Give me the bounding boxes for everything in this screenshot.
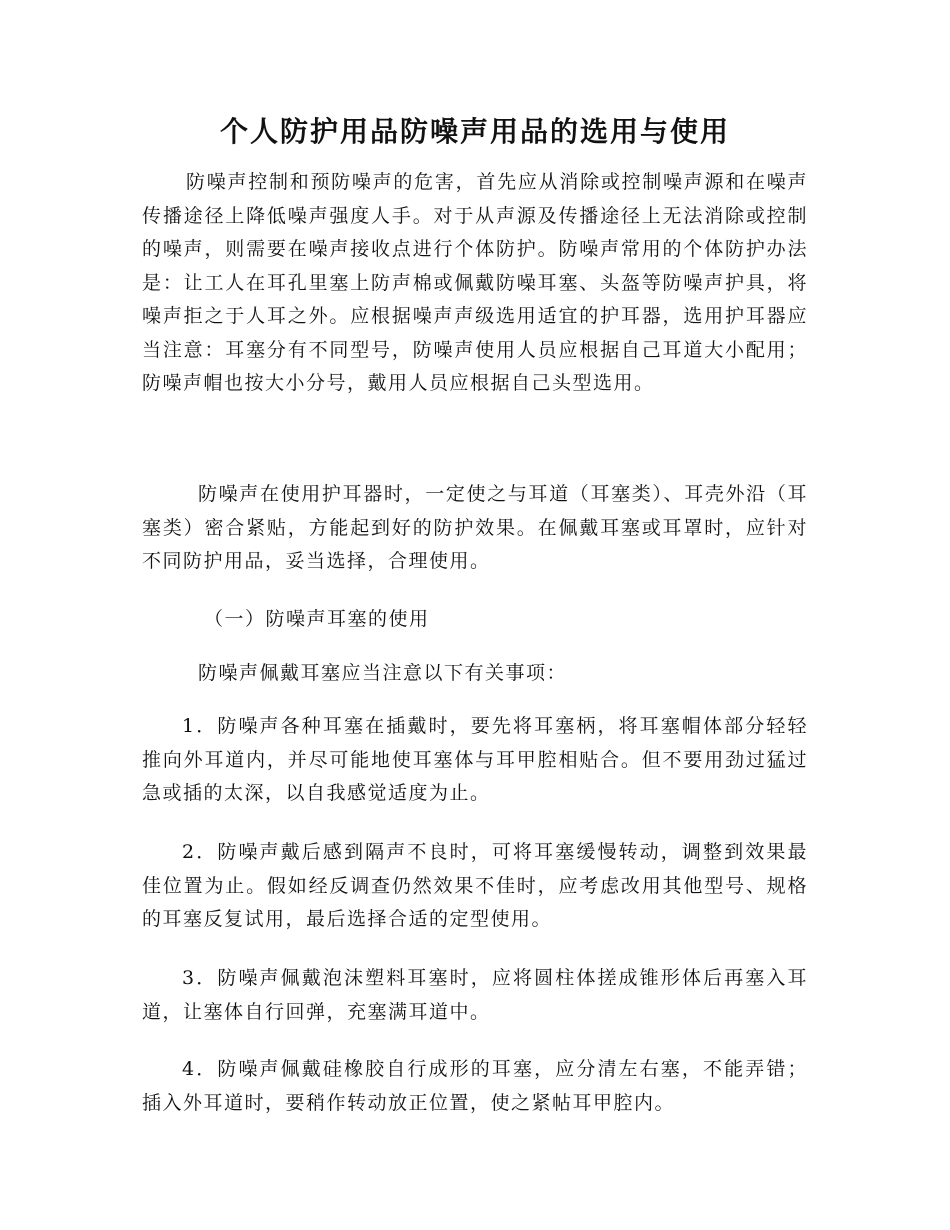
list-item-4: 4．防噪声佩戴硅橡胶自行成形的耳塞，应分清左右塞，不能弄错；插入外耳道时，要稍作转动放正位置，使之紧帖耳甲腔内。: [142, 1058, 808, 1114]
paragraph-ear-protector-usage: 防噪声在使用护耳器时，一定使之与耳道（耳塞类）、耳壳外沿（耳塞类）密合紧贴，方能起到好的防护效果。在佩戴耳塞或耳罩时，应针对不同防护用品，妥当选择，合理使用。: [142, 483, 808, 572]
page-title: 个人防护用品防噪声用品的选用与使用: [219, 115, 730, 148]
list-item-2: 2．防噪声戴后感到隔声不良时，可将耳塞缓慢转动，调整到效果最佳位置为止。假如经反调查仍然效果不佳时，应考虑改用其他型号、规格的耳塞反复试用，最后选择合适的定型使用。: [142, 841, 808, 930]
list-item-3: 3．防噪声佩戴泡沫塑料耳塞时，应将圆柱体搓成锥形体后再塞入耳道，让塞体自行回弹，充塞满耳道中。: [142, 967, 808, 1023]
section-heading: （一）防噪声耳塞的使用: [204, 608, 430, 630]
paragraph-noise-control: 防噪声控制和预防噪声的危害，首先应从消除或控制噪声源和在噪声传播途径上降低噪声强度人手。对于从声源及传播途径上无法消除或控制的噪声，则需要在噪声接收点进行个体防护。防噪声常用的个体防护办法是：让工人在耳孔里塞上防声棉或佩戴防噪耳塞、头盔等防噪声护具，将噪声拒之于人耳之外。应根据噪声声级选用适宜的护耳器，选用护耳器应当注意：耳塞分有不同型号，防噪声使用人员应根据自己耳道大小配用；防噪声帽也按大小分号，戴用人员应根据自己头型选用。: [142, 171, 808, 394]
list-item-1: 1．防噪声各种耳塞在插戴时，要先将耳塞柄，将耳塞帽体部分轻轻推向外耳道内，并尽可能地使耳塞体与耳甲腔相贴合。但不要用劲过猛过急或插的太深，以自我感觉适度为止。: [142, 715, 808, 804]
intro-text: 防噪声佩戴耳塞应当注意以下有关事项：: [198, 662, 568, 684]
